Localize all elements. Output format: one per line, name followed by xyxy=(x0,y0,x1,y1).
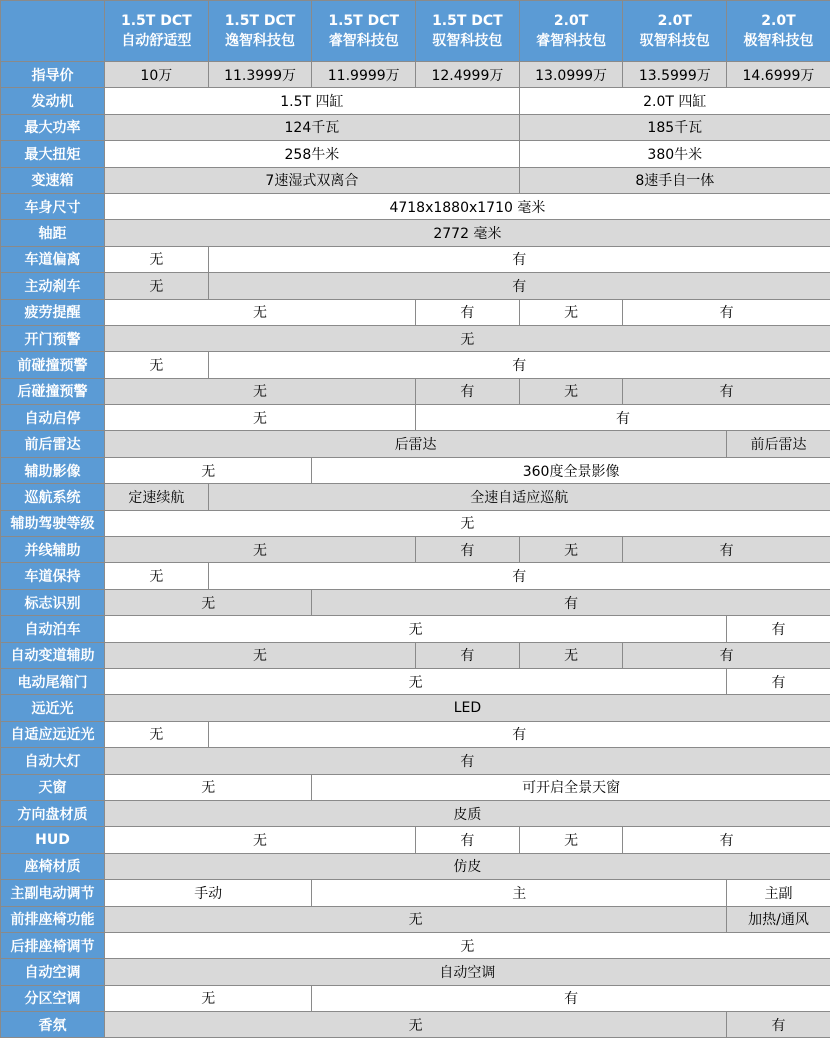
spec-value: 无 xyxy=(105,616,727,642)
spec-value: 185千瓦 xyxy=(519,114,830,140)
spec-value: 无 xyxy=(105,510,830,536)
table-row xyxy=(1,273,830,299)
spec-value: 无 xyxy=(105,1012,727,1038)
spec-value: 手动 xyxy=(105,880,312,906)
spec-value: 无 xyxy=(519,299,623,325)
row-label: 疲劳提醒 xyxy=(1,299,105,325)
table-row xyxy=(1,325,830,351)
spec-value: 皮质 xyxy=(105,800,830,826)
row-label: 自动变道辅助 xyxy=(1,642,105,668)
row-label: 分区空调 xyxy=(1,985,105,1011)
trim-header xyxy=(623,1,727,62)
spec-body xyxy=(1,62,830,1038)
spec-value: 有 xyxy=(623,378,830,404)
table-row xyxy=(1,167,830,193)
spec-value: 380牛米 xyxy=(519,141,830,167)
spec-value: 124千瓦 xyxy=(105,114,520,140)
table-row xyxy=(1,431,830,457)
spec-value: 无 xyxy=(105,299,416,325)
spec-value: 11.9999万 xyxy=(312,62,416,88)
spec-value: 有 xyxy=(416,405,830,431)
row-label: 自适应远近光 xyxy=(1,721,105,747)
spec-value: 无 xyxy=(105,774,312,800)
table-row xyxy=(1,721,830,747)
spec-value: 无 xyxy=(105,932,830,958)
spec-value: 360度全景影像 xyxy=(312,457,830,483)
row-label: 主副电动调节 xyxy=(1,880,105,906)
trim-engine: 2.0T xyxy=(657,13,692,29)
trim-engine: 1.5T DCT xyxy=(224,13,296,29)
row-label: HUD xyxy=(1,827,105,853)
spec-value: 12.4999万 xyxy=(416,62,520,88)
table-row xyxy=(1,985,830,1011)
spec-value: 无 xyxy=(105,589,312,615)
table-row xyxy=(1,246,830,272)
spec-value: 2772 毫米 xyxy=(105,220,830,246)
spec-value: 前后雷达 xyxy=(727,431,830,457)
spec-value: 无 xyxy=(105,668,727,694)
spec-value: 14.6999万 xyxy=(727,62,830,88)
table-row xyxy=(1,668,830,694)
trim-header xyxy=(416,1,520,62)
table-row xyxy=(1,959,830,985)
spec-value: 13.0999万 xyxy=(519,62,623,88)
spec-value: 7速湿式双离合 xyxy=(105,167,520,193)
row-label: 辅助影像 xyxy=(1,457,105,483)
row-label: 车身尺寸 xyxy=(1,193,105,219)
spec-value: 无 xyxy=(519,537,623,563)
table-row xyxy=(1,457,830,483)
table-row xyxy=(1,141,830,167)
spec-value: 无 xyxy=(105,827,416,853)
row-label: 指导价 xyxy=(1,62,105,88)
table-row xyxy=(1,880,830,906)
spec-value: 1.5T 四缸 xyxy=(105,88,520,114)
spec-value: 无 xyxy=(105,246,209,272)
row-label: 方向盘材质 xyxy=(1,800,105,826)
table-row xyxy=(1,299,830,325)
row-label: 后排座椅调节 xyxy=(1,932,105,958)
row-label: 自动大灯 xyxy=(1,748,105,774)
row-label: 香氛 xyxy=(1,1012,105,1038)
spec-value: 258牛米 xyxy=(105,141,520,167)
table-row xyxy=(1,800,830,826)
spec-value: 有 xyxy=(416,537,520,563)
row-label: 后碰撞预警 xyxy=(1,378,105,404)
spec-value: 11.3999万 xyxy=(208,62,312,88)
trim-engine: 1.5T DCT xyxy=(432,13,503,29)
table-row xyxy=(1,352,830,378)
trim-header xyxy=(312,1,416,62)
row-label: 最大功率 xyxy=(1,114,105,140)
spec-value: 无 xyxy=(105,721,209,747)
row-label: 变速箱 xyxy=(1,167,105,193)
spec-value: 无 xyxy=(105,405,416,431)
row-label: 最大扭矩 xyxy=(1,141,105,167)
trim-header xyxy=(727,1,830,62)
spec-value: 无 xyxy=(105,273,209,299)
spec-value: 有 xyxy=(623,827,830,853)
spec-value: 有 xyxy=(727,668,830,694)
table-row xyxy=(1,695,830,721)
row-label: 自动启停 xyxy=(1,405,105,431)
spec-value: 无 xyxy=(105,457,312,483)
spec-value: 有 xyxy=(416,642,520,668)
spec-value: 有 xyxy=(208,273,830,299)
spec-value: 有 xyxy=(623,299,830,325)
trim-engine: 2.0T xyxy=(761,13,796,29)
spec-value: 后雷达 xyxy=(105,431,727,457)
spec-value: 有 xyxy=(208,246,830,272)
row-label: 并线辅助 xyxy=(1,537,105,563)
table-row xyxy=(1,484,830,510)
table-row xyxy=(1,378,830,404)
spec-value: 无 xyxy=(105,563,209,589)
table-row xyxy=(1,62,830,88)
row-label: 天窗 xyxy=(1,774,105,800)
spec-value: 主 xyxy=(312,880,727,906)
row-label: 电动尾箱门 xyxy=(1,668,105,694)
trim-package: 逸智科技包 xyxy=(225,33,296,49)
trim-package: 驭智科技包 xyxy=(639,33,710,49)
table-row xyxy=(1,220,830,246)
spec-value: 无 xyxy=(105,325,830,351)
table-row xyxy=(1,537,830,563)
row-label: 巡航系统 xyxy=(1,484,105,510)
spec-value: 有 xyxy=(416,378,520,404)
spec-value: 有 xyxy=(416,827,520,853)
row-label: 座椅材质 xyxy=(1,853,105,879)
spec-value: 全速自适应巡航 xyxy=(208,484,830,510)
spec-value: 主副 xyxy=(727,880,830,906)
row-label: 主动刹车 xyxy=(1,273,105,299)
table-row xyxy=(1,589,830,615)
spec-value: 无 xyxy=(105,642,416,668)
table-row xyxy=(1,563,830,589)
row-label: 前排座椅功能 xyxy=(1,906,105,932)
corner-cell xyxy=(1,1,105,62)
spec-value: 定速续航 xyxy=(105,484,209,510)
spec-value: 有 xyxy=(623,642,830,668)
trim-engine: 1.5T DCT xyxy=(121,13,192,29)
trim-package: 睿智科技包 xyxy=(536,33,607,49)
row-label: 自动泊车 xyxy=(1,616,105,642)
row-label: 自动空调 xyxy=(1,959,105,985)
trim-engine: 2.0T xyxy=(553,13,589,29)
row-label: 发动机 xyxy=(1,88,105,114)
table-row xyxy=(1,616,830,642)
table-row xyxy=(1,510,830,536)
table-row xyxy=(1,748,830,774)
spec-value: 无 xyxy=(105,537,416,563)
table-row xyxy=(1,1012,830,1038)
spec-value: 10万 xyxy=(105,62,209,88)
row-label: 远近光 xyxy=(1,695,105,721)
spec-value: 有 xyxy=(727,1012,830,1038)
trim-package: 极智科技包 xyxy=(743,33,814,49)
table-row xyxy=(1,827,830,853)
trim-package: 自动舒适型 xyxy=(121,33,192,49)
spec-value: 有 xyxy=(208,563,830,589)
row-label: 轴距 xyxy=(1,220,105,246)
spec-value: 无 xyxy=(105,378,416,404)
spec-value: 无 xyxy=(105,352,209,378)
spec-value: 2.0T 四缸 xyxy=(519,88,830,114)
table-row xyxy=(1,405,830,431)
row-label: 标志识别 xyxy=(1,589,105,615)
spec-value: 仿皮 xyxy=(105,853,830,879)
spec-value: 无 xyxy=(519,827,623,853)
row-label: 前后雷达 xyxy=(1,431,105,457)
spec-value: 自动空调 xyxy=(105,959,830,985)
trim-engine: 1.5T DCT xyxy=(328,13,400,29)
table-row xyxy=(1,88,830,114)
spec-value: 无 xyxy=(519,378,623,404)
trim-header xyxy=(105,1,209,62)
spec-value: LED xyxy=(105,695,830,721)
spec-value: 加热/通风 xyxy=(727,906,830,932)
table-row xyxy=(1,853,830,879)
header-row xyxy=(1,1,830,62)
spec-value: 4718x1880x1710 毫米 xyxy=(105,193,830,219)
spec-value: 无 xyxy=(105,906,727,932)
table-row xyxy=(1,906,830,932)
trim-header xyxy=(208,1,312,62)
spec-value: 有 xyxy=(208,352,830,378)
table-row xyxy=(1,774,830,800)
trim-header xyxy=(519,1,623,62)
table-row xyxy=(1,642,830,668)
spec-value: 有 xyxy=(312,589,830,615)
row-label: 辅助驾驶等级 xyxy=(1,510,105,536)
spec-value: 可开启全景天窗 xyxy=(312,774,830,800)
table-row xyxy=(1,193,830,219)
spec-value: 13.5999万 xyxy=(623,62,727,88)
spec-value: 有 xyxy=(416,299,520,325)
spec-value: 8速手自一体 xyxy=(519,167,830,193)
row-label: 开门预警 xyxy=(1,325,105,351)
trim-package: 睿智科技包 xyxy=(328,33,399,49)
spec-value: 有 xyxy=(208,721,830,747)
spec-value: 有 xyxy=(105,748,830,774)
table-row xyxy=(1,932,830,958)
spec-value: 无 xyxy=(105,985,312,1011)
table-row xyxy=(1,114,830,140)
trim-package: 驭智科技包 xyxy=(432,33,503,49)
spec-value: 无 xyxy=(519,642,623,668)
row-label: 前碰撞预警 xyxy=(1,352,105,378)
spec-value: 有 xyxy=(727,616,830,642)
spec-value: 有 xyxy=(623,537,830,563)
row-label: 车道偏离 xyxy=(1,246,105,272)
row-label: 车道保持 xyxy=(1,563,105,589)
spec-value: 有 xyxy=(312,985,830,1011)
